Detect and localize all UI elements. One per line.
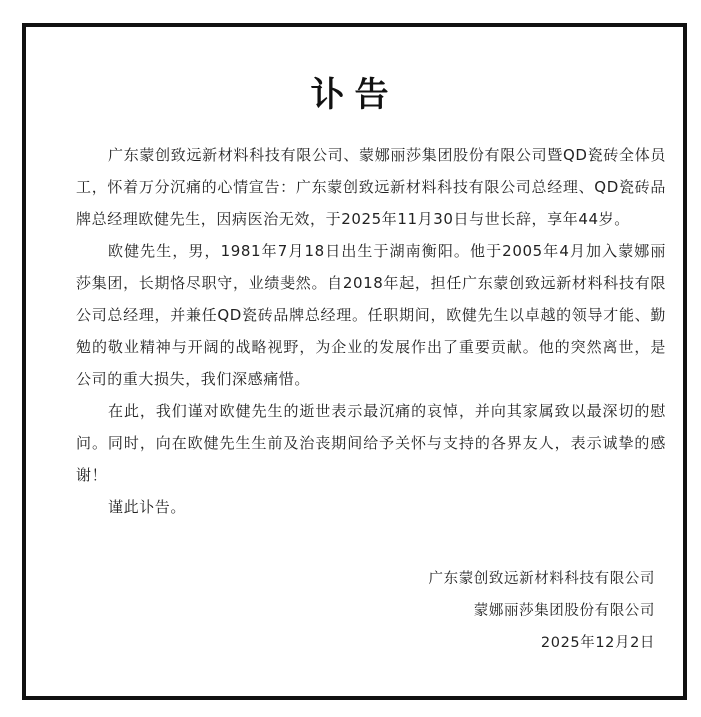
- notice-body: [76, 139, 666, 523]
- notice-title: 讣告: [310, 75, 399, 115]
- signature-block: [429, 563, 656, 659]
- notice-frame: [22, 23, 687, 700]
- paragraph-announcement: 广东蒙创致远新材料科技有限公司、蒙娜丽莎集团股份有限公司暨QD瓷砖全体员工，怀着万分沉痛的心情宣告：广东蒙创致远新材料科技有限公司总经理、QD瓷砖品牌总经理欧健先生，因病医治无效，于2025年11月30日与世长辞，享年44岁。: [76, 146, 666, 228]
- paragraph-condolence: 在此，我们谨对欧健先生的逝世表示最沉痛的哀悼，并向其家属致以最深切的慰问。同时，向在欧健先生生前及治丧期间给予关怀与支持的各界友人，表示诚挚的感谢！: [76, 402, 666, 484]
- paragraph-biography: 欧健先生，男，1981年7月18日出生于湖南衡阳。他于2005年4月加入蒙娜丽莎集团，长期恪尽职守，业绩斐然。自2018年起，担任广东蒙创致远新材料科技有限公司总经理，并兼任QD瓷砖品牌总经理。任职期间，欧健先生以卓越的领导才能、勤勉的敬业精神与开阔的战略视野，为企业的发展作出了重要贡献。他的突然离世，是公司的重大损失，我们深感痛惜。: [76, 242, 666, 388]
- paragraph-closing: 谨此讣告。: [108, 498, 187, 516]
- signature-company-1: 广东蒙创致远新材料科技有限公司: [428, 571, 655, 587]
- signature-company-2: 蒙娜丽莎集团股份有限公司: [473, 603, 655, 619]
- signature-date: 2025年12月2日: [540, 635, 655, 651]
